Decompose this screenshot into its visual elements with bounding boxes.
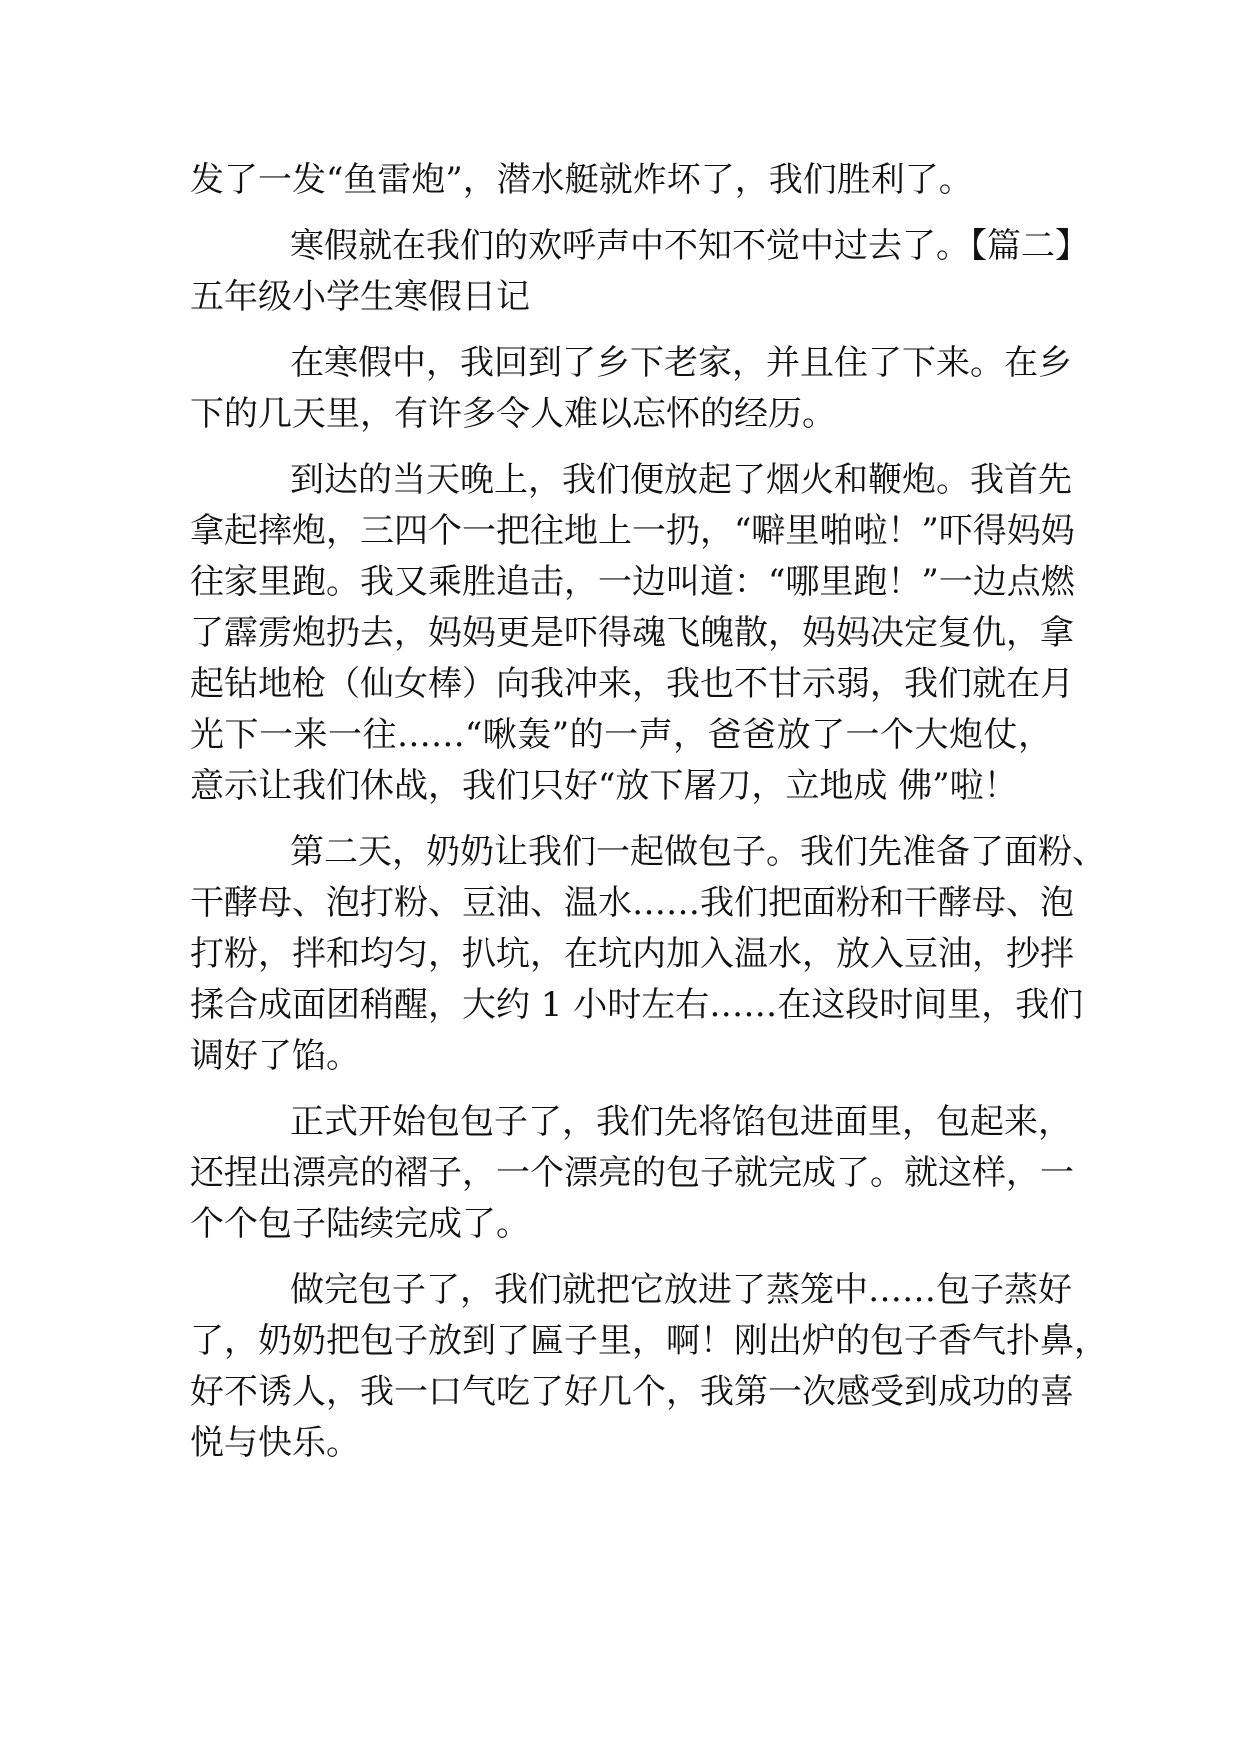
text-line: 个个包子陆续完成了。 bbox=[190, 1204, 530, 1244]
paragraph-7 bbox=[190, 1265, 1108, 1469]
document-page bbox=[190, 155, 1108, 1484]
text-line: 寒假就在我们的欢呼声中不知不觉中过去了。【篇二】 bbox=[290, 226, 1089, 266]
text-line: 到达的当天晚上，我们便放起了烟火和鞭炮。我首先 bbox=[290, 460, 1072, 500]
paragraph-6 bbox=[190, 1097, 1074, 1250]
paragraph-4 bbox=[190, 455, 1075, 812]
paragraph-1 bbox=[190, 155, 1052, 206]
text-line: 揉合成面团稍醒，大约 1 小时左右……在这段时间里，我们 bbox=[190, 985, 1084, 1025]
paragraph-5 bbox=[190, 827, 1106, 1082]
text-line: 往家里跑。我又乘胜追击，一边叫道：“哪里跑！”一边点燃 bbox=[190, 562, 1075, 602]
text-line: 了霹雳炮扔去，妈妈更是吓得魂飞魄散，妈妈决定复仇，拿 bbox=[190, 613, 1074, 653]
text-line: 做完包子了，我们就把它放进了蒸笼中……包子蒸好 bbox=[290, 1270, 1072, 1310]
text-line: 五年级小学生寒假日记 bbox=[190, 277, 530, 317]
text-line: 下的几天里，有许多令人难以忘怀的经历。 bbox=[190, 394, 836, 434]
text-line: 在寒假中，我回到了乡下老家，并且住了下来。在乡 bbox=[290, 343, 1072, 383]
text-line: 发了一发“鱼雷炮”，潜水艇就炸坏了，我们胜利了。 bbox=[190, 160, 973, 200]
text-line: 干酵母、泡打粉、豆油、温水……我们把面粉和干酵母、泡 bbox=[190, 883, 1074, 923]
text-line: 起钻地枪（仙女棒）向我冲来，我也不甘示弱，我们就在月 bbox=[190, 664, 1074, 704]
paragraph-2 bbox=[190, 221, 1089, 323]
text-line: 拿起摔炮，三四个一把往地上一扔，“噼里啪啦！”吓得妈妈 bbox=[190, 511, 1075, 551]
text-line: 调好了馅。 bbox=[190, 1036, 360, 1076]
text-line: 好不诱人，我一口气吃了好几个，我第一次感受到成功的喜 bbox=[190, 1372, 1074, 1412]
text-line: 了，奶奶把包子放到了匾子里，啊！刚出炉的包子香气扑鼻， bbox=[190, 1321, 1108, 1361]
text-line: 光下一来一往……“啾轰”的一声，爸爸放了一个大炮仗， bbox=[190, 715, 1052, 755]
text-line: 还捏出漂亮的褶子，一个漂亮的包子就完成了。就这样，一 bbox=[190, 1153, 1074, 1193]
paragraph-3 bbox=[190, 338, 1072, 440]
text-line: 正式开始包包子了，我们先将馅包进面里，包起来， bbox=[290, 1102, 1072, 1142]
text-line: 悦与快乐。 bbox=[190, 1423, 360, 1463]
text-line: 第二天，奶奶让我们一起做包子。我们先准备了面粉、 bbox=[290, 832, 1106, 872]
text-line: 打粉，拌和均匀，扒坑，在坑内加入温水，放入豆油，抄拌 bbox=[190, 934, 1074, 974]
text-line: 意示让我们休战，我们只好“放下屠刀，立地成 佛”啦！ bbox=[190, 766, 1018, 806]
